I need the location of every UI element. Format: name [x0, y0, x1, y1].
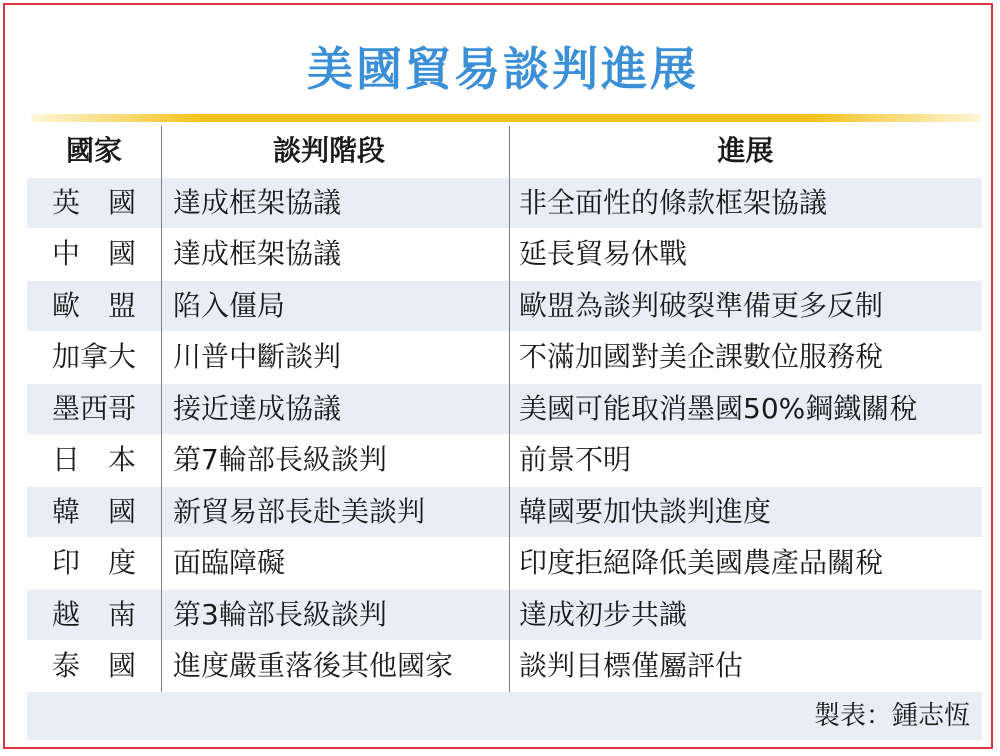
- header-country: 國家: [65, 134, 122, 167]
- table-header: [27, 126, 982, 176]
- cell-stage: 接近達成協議: [173, 392, 342, 425]
- cell-progress: 前景不明: [519, 443, 632, 476]
- cell-progress: 韓國要加快談判進度: [519, 495, 772, 528]
- cell-country: 韓 國: [51, 495, 136, 528]
- infographic-frame: [3, 3, 993, 749]
- cell-progress: 延長貿易休戰: [519, 237, 688, 270]
- cell-stage: 第7輪部長級談判: [173, 443, 387, 476]
- cell-stage: 進度嚴重落後其他國家: [173, 649, 454, 682]
- cell-country: 日 本: [51, 443, 136, 476]
- credit-text: 製表：鍾志恆: [813, 701, 970, 731]
- cell-stage: 第3輪部長級談判: [173, 598, 387, 631]
- cell-country: 印 度: [51, 546, 136, 579]
- cell-progress: 達成初步共識: [519, 598, 688, 631]
- table-footer: [27, 692, 982, 740]
- table-row: [27, 332, 982, 382]
- cell-country: 泰 國: [51, 649, 136, 682]
- cell-country: 越 南: [51, 598, 136, 631]
- cell-progress: 談判目標僅屬評估: [519, 649, 744, 682]
- cell-progress: 歐盟為談判破裂準備更多反制: [519, 289, 884, 322]
- cell-country: 歐 盟: [51, 289, 136, 322]
- cell-stage: 川普中斷談判: [173, 340, 342, 373]
- cell-country: 加拿大: [51, 340, 136, 373]
- table-row: [27, 590, 982, 640]
- cell-progress: 印度拒絕降低美國農產品關稅: [519, 546, 884, 579]
- header-stage: 談判階段: [272, 134, 385, 167]
- table-row: [27, 229, 982, 279]
- cell-stage: 達成框架協議: [173, 186, 342, 219]
- cell-stage: 面臨障礙: [173, 546, 286, 579]
- cell-country: 英 國: [51, 186, 136, 219]
- table-row: [27, 487, 982, 537]
- header-progress: 進展: [717, 134, 774, 167]
- cell-progress: 非全面性的條款框架協議: [519, 186, 828, 219]
- cell-stage: 陷入僵局: [173, 289, 286, 322]
- table-row: [27, 641, 982, 691]
- table-row: [27, 178, 982, 228]
- cell-country: 中 國: [51, 237, 136, 270]
- cell-progress: 美國可能取消墨國50%鋼鐵關稅: [519, 392, 918, 425]
- cell-country: 墨西哥: [51, 392, 136, 425]
- cell-stage: 達成框架協議: [173, 237, 342, 270]
- table-row: [27, 538, 982, 588]
- cell-progress: 不滿加國對美企課數位服務稅: [519, 340, 884, 373]
- table-row: [27, 281, 982, 331]
- table-row: [27, 384, 982, 434]
- title-divider: [31, 114, 981, 122]
- page-title: 美國貿易談判進展: [307, 42, 699, 96]
- column-divider: [161, 126, 162, 696]
- column-divider: [509, 126, 510, 696]
- table-row: [27, 435, 982, 485]
- cell-stage: 新貿易部長赴美談判: [173, 495, 426, 528]
